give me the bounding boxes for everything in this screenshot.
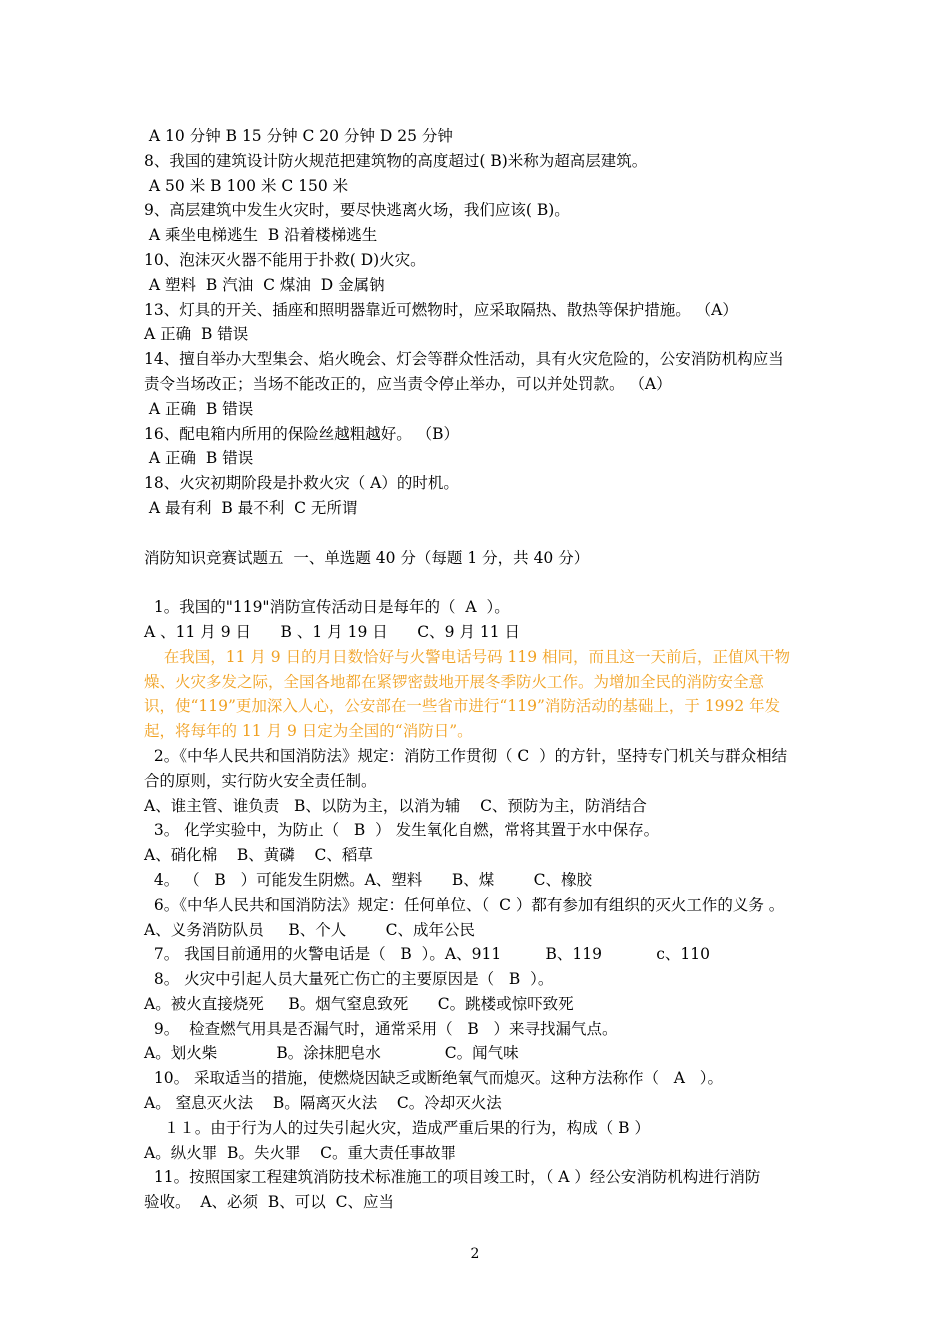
question-block-top <box>144 124 824 521</box>
text-line: 11。按照国家工程建筑消防技术标准施工的项目竣工时，（ A ）经公安消防机构进行消防 <box>144 1168 761 1187</box>
text-line: 16、配电箱内所用的保险丝越粗越好。 （B） <box>144 424 460 443</box>
blank-line <box>144 570 824 595</box>
text-line: 燥、火灾多发之际，全国各地都在紧锣密鼓地开展冬季防火工作。为增加全民的消防安全意 <box>144 672 765 691</box>
text-line: 8、我国的建筑设计防火规范把建筑物的高度超过( B)米称为超高层建筑。 <box>144 151 648 170</box>
text-line: A 正确 B 错误 <box>144 325 249 344</box>
text-line: A 正确 B 错误 <box>144 399 254 418</box>
text-line: 14、擅自举办大型集会、焰火晚会、灯会等群众性活动，具有火灾危险的，公安消防机构应当 <box>144 350 784 369</box>
text-line: 2。《中华人民共和国消防法》规定：消防工作贯彻（ C ）的方针，坚持专门机关与群众相结 <box>144 746 788 765</box>
text-line: 验收。 A、必须 B、可以 C、应当 <box>144 1193 395 1212</box>
question-block-bottom <box>144 744 824 1215</box>
text-line: 4。 （ B ）可能发生阴燃。A、塑料 B、煤 C、橡胶 <box>144 870 593 889</box>
text-line: 起，将每年的 11 月 9 日定为全国的“消防日”。 <box>144 722 473 741</box>
text-line: 责令当场改正；当场不能改正的，应当责令停止举办，可以并处罚款。 （A） <box>144 374 672 393</box>
text-line: 9、高层建筑中发生火灾时，要尽快逃离火场，我们应该( B)。 <box>144 201 570 220</box>
text-line: A。划火柴 B。涂抹肥皂水 C。闻气味 <box>144 1044 519 1063</box>
text-line: A 乘坐电梯逃生 B 沿着楼梯逃生 <box>144 226 378 245</box>
text-line: 识，使“119”更加深入人心，公安部在一些省市进行“119”消防活动的基础上，于 1992 年发 <box>144 697 781 716</box>
text-line: 合的原则，实行防火安全责任制。 <box>144 771 377 790</box>
question-block-mid <box>144 595 824 645</box>
text-line: A 塑料 B 汽油 C 煤油 D 金属钠 <box>144 275 385 294</box>
text-line: A 50 米 B 100 米 C 150 米 <box>144 176 349 195</box>
text-line: 7。 我国目前通用的火警电话是（ B ）。A、911 B、119 c、110 <box>144 945 710 964</box>
text-line: 10、泡沫灭火器不能用于扑救( D)火灾。 <box>144 250 426 269</box>
text-line: A、硝化棉 B、黄磷 C、稻草 <box>144 846 373 865</box>
text-line: 8。 火灾中引起人员大量死亡伤亡的主要原因是（ B ）。 <box>144 970 554 989</box>
text-line: A。 窒息灭火法 B。隔离灭火法 C。冷却灭火法 <box>144 1094 502 1113</box>
blank-line <box>144 521 824 546</box>
text-line: 18、火灾初期阶段是扑救火灾（ A）的时机。 <box>144 474 459 493</box>
text-line: 10。 采取适当的措施，使燃烧因缺乏或断绝氧气而熄灭。这种方法称作（ A ）。 <box>144 1069 724 1088</box>
text-line: 1。我国的"119"消防宣传活动日是每年的（ A ）。 <box>144 598 510 617</box>
text-line: 9。 检查燃气用具是否漏气时，通常采用（ B ）来寻找漏气点。 <box>144 1019 618 1038</box>
text-line: A 、11 月 9 日 B 、1 月 19 日 C、9 月 11 日 <box>144 622 521 641</box>
text-line: A、谁主管、谁负责 B、以防为主，以消为辅 C、预防为主，防消结合 <box>144 796 647 815</box>
highlighted-explanation <box>144 645 824 744</box>
text-line: 13、灯具的开关、插座和照明器靠近可燃物时，应采取隔热、散热等保护措施。 （A） <box>144 300 738 319</box>
text-line: 3。 化学实验中，为防止（ B ） 发生氧化自燃，常将其置于水中保存。 <box>144 821 660 840</box>
page-number: 2 <box>470 1246 480 1262</box>
document-body <box>144 124 824 1215</box>
section-title: 消防知识竞赛试题五 一、单选题 40 分（每题 1 分，共 40 分） <box>144 548 590 567</box>
text-line: １１。由于行为人的过失引起火灾，造成严重后果的行为，构成（ B ） <box>144 1118 650 1137</box>
text-line: A 正确 B 错误 <box>144 449 254 468</box>
text-line: A 最有利 B 最不利 C 无所谓 <box>144 498 358 517</box>
text-line: 在我国，11 月 9 日的月日数恰好与火警电话号码 119 相同，而且这一天前后，正值风干物 <box>144 647 791 666</box>
text-line: A、义务消防队员 B、个人 C、成年公民 <box>144 920 475 939</box>
text-line: A。被火直接烧死 B。烟气窒息致死 C。跳楼或惊吓致死 <box>144 994 574 1013</box>
text-line: A。纵火罪 B。失火罪 C。重大责任事故罪 <box>144 1143 457 1162</box>
text-line: 6。《中华人民共和国消防法》规定：任何单位、（ C ）都有参加有组织的灭火工作的义务 。 <box>144 895 785 914</box>
text-line: A 10 分钟 B 15 分钟 C 20 分钟 D 25 分钟 <box>144 127 453 145</box>
